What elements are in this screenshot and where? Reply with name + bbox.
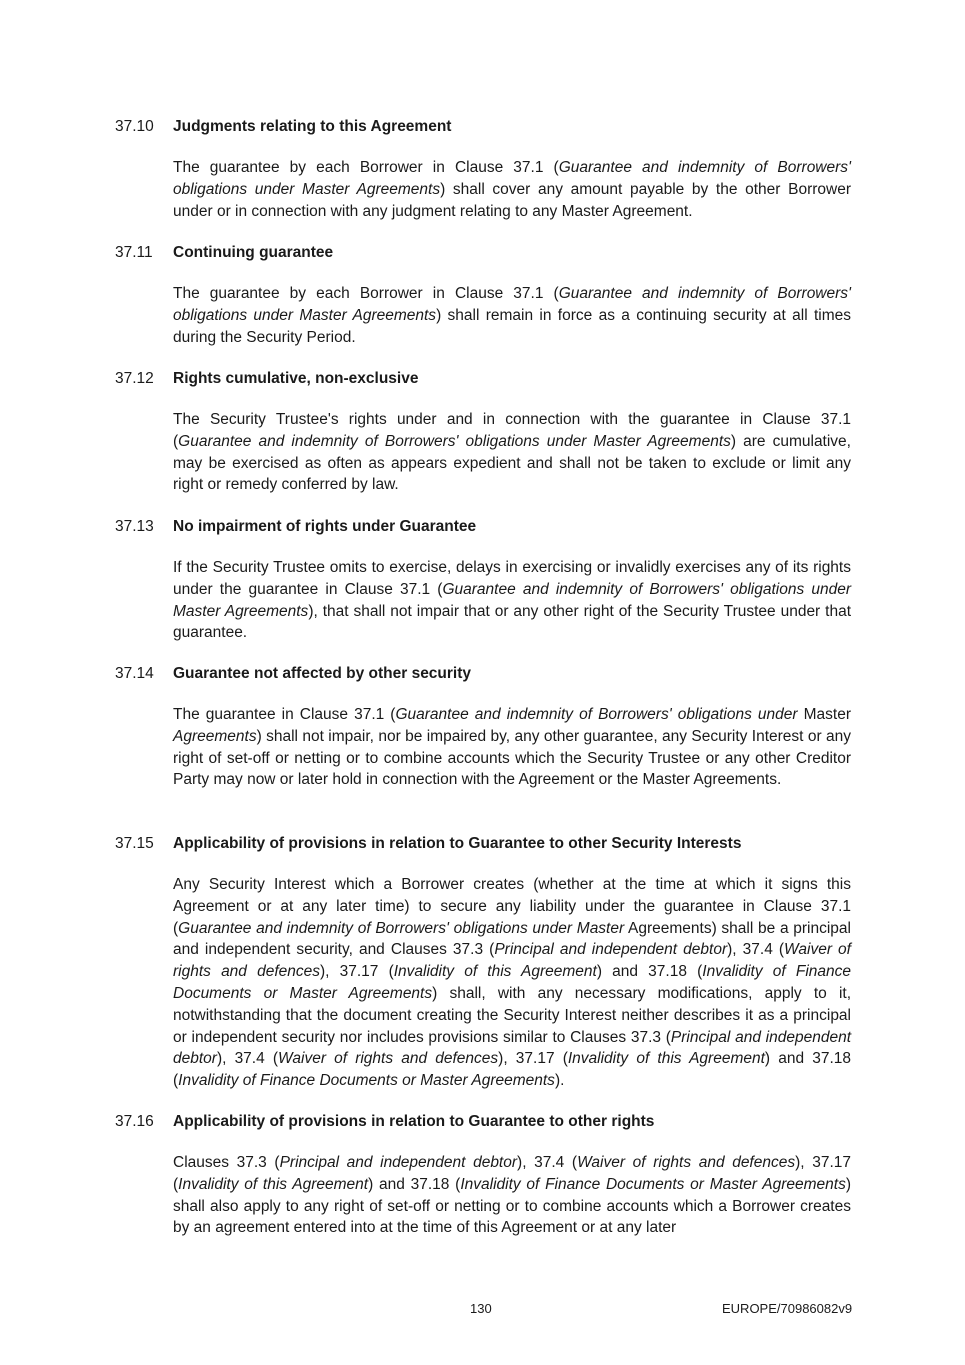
clause-body	[173, 409, 851, 496]
body-text: The guarantee in Clause 37.1 (	[173, 706, 396, 723]
clause-number: 37.15	[115, 835, 154, 852]
clause-body	[173, 157, 851, 222]
body-text: ) shall also apply to any right of set-off or netting or to combine accounts which a Borrower creates by an agreement entered into at the time of this Agreement or at any later	[173, 1175, 851, 1237]
clause-heading: Rights cumulative, non-exclusive	[173, 370, 419, 387]
body-text: ).	[554, 1072, 565, 1090]
body-text: The guarantee by each Borrower in Clause 37.1 (	[173, 159, 559, 176]
italic-text: Guarantee and indemnity of Borrowers' obligations under Master Agreements	[173, 580, 851, 620]
clause-body	[173, 1152, 851, 1239]
body-text: ) are cumulative, may be exercised as often as appears expedient and shall not be taken to exclude or limit any right or remedy conferred by law.	[173, 432, 851, 494]
body-text: ), that shall not impair that or any other right of the Security Trustee under that guarantee.	[173, 602, 852, 642]
body-text: Clauses 37.3 (	[173, 1154, 280, 1171]
body-text: ), 37.17 (	[498, 1050, 568, 1068]
clause-heading: Applicability of provisions in relation to Guarantee to other rights	[173, 1113, 655, 1130]
italic-text: Guarantee and indemnity of Borrowers' obligations under Master	[178, 919, 625, 937]
italic-text: Guarantee and indemnity of Borrowers' obligations under Master Agreements	[178, 432, 731, 450]
italic-text: Guarantee and indemnity of Borrowers' obligations under	[395, 706, 798, 723]
clause-heading: No impairment of rights under Guarantee	[173, 518, 477, 535]
body-text: ) shall remain in force as a continuing security at all times during the Security Period.	[173, 306, 851, 346]
document-reference: EUROPE/70986082v9	[722, 1301, 853, 1316]
clause-heading: Judgments relating to this Agreement	[173, 118, 452, 135]
body-text: ) and 37.18 (	[173, 1050, 852, 1090]
body-text: ), 37.17 (	[320, 963, 394, 981]
italic-text: Guarantee and indemnity of Borrowers' obligations under Master Agreements	[173, 285, 851, 324]
italic-text: Waiver of rights and defences	[173, 941, 851, 981]
clause-number: 37.13	[115, 518, 154, 535]
italic-text: Invalidity of Finance Documents or Master Agreements	[178, 1072, 555, 1090]
clause-number: 37.12	[115, 370, 154, 387]
body-text: If the Security Trustee omits to exercise, delays in exercising or invalidly exercises any of its rights under the guarantee in Clause 37.1 (	[173, 559, 851, 598]
body-text: ) shall not impair, nor be impaired by, any other guarantee, any Security Interest or any right of set-off or netting or to combine accounts which the Security Trustee or any other Creditor Party may now or later hold in connection with the Agreement or the Master Agreements.	[173, 727, 851, 789]
italic-text: Invalidity of Finance Documents or Master Agreements	[173, 963, 851, 1002]
body-text: ) and 37.18 (	[368, 1175, 461, 1193]
body-text: Agreements) shall be a principal and independent security, and Clauses 37.3 (	[173, 919, 851, 959]
body-text: ) shall cover any amount payable by the other Borrower under or in connection with any judgment relating to any Master Agreement.	[173, 180, 851, 220]
italic-text: Invalidity of this Agreement	[178, 1175, 369, 1193]
body-text: Master	[797, 706, 851, 723]
italic-text: Invalidity of this Agreement	[393, 963, 597, 981]
clause-number: 37.11	[115, 244, 153, 261]
italic-text: Principal and independent debtor	[173, 1028, 852, 1068]
clause-heading: Applicability of provisions in relation to Guarantee to other Security Interests	[173, 835, 742, 852]
body-text: ), 37.17 (	[173, 1154, 851, 1193]
clause-number: 37.14	[115, 665, 154, 682]
clause-body	[173, 283, 851, 348]
body-text: ), 37.4 (	[517, 1154, 578, 1171]
body-text: Any Security Interest which a Borrower creates (whether at the time at which it signs this Agreement or at any later time) to secure any liability under the guarantee in Clause 37.1 (	[173, 876, 851, 937]
page-number: 130	[470, 1301, 492, 1316]
body-text: ) and 37.18 (	[596, 963, 703, 981]
body-text: ), 37.4 (	[216, 1050, 279, 1068]
clause-body	[173, 874, 851, 1092]
body-text: ) shall, with any necessary modifications, apply to it, notwithstanding that the document creating the Security Interest neither describes it as a principal or independent security nor includes provisions similar to Clauses 37.3 (	[173, 984, 852, 1046]
italic-text: Principal and independent debtor	[494, 941, 728, 959]
italic-text: Waiver of rights and defences	[278, 1050, 499, 1068]
clause-heading: Guarantee not affected by other security	[173, 665, 472, 682]
italic-text: Principal and independent debtor	[279, 1154, 518, 1171]
clause-number: 37.16	[115, 1113, 154, 1130]
body-text: The guarantee by each Borrower in Clause 37.1 (	[173, 285, 559, 302]
italic-text: Waiver of rights and defences	[577, 1154, 796, 1171]
italic-text: Invalidity of this Agreement	[567, 1050, 765, 1068]
italic-text: Guarantee and indemnity of Borrowers' obligations under Master Agreements	[173, 159, 851, 198]
italic-text: Agreements	[173, 727, 257, 745]
clause-heading: Continuing guarantee	[173, 244, 334, 261]
clause-number: 37.10	[115, 118, 154, 135]
body-text: The Security Trustee's rights under and in connection with the guarantee in Clause 37.1 (	[173, 411, 851, 450]
clause-body	[173, 557, 851, 644]
body-text: ), 37.4 (	[727, 941, 785, 959]
clause-body	[173, 704, 851, 791]
italic-text: Invalidity of Finance Documents or Master Agreements	[460, 1175, 846, 1193]
